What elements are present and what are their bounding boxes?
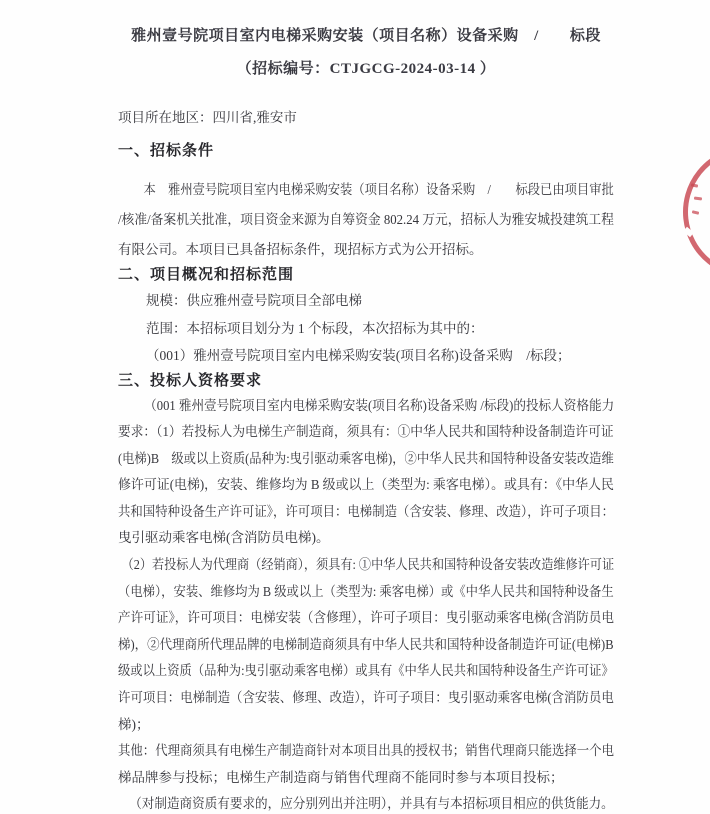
body-line: 梯)； xyxy=(118,716,150,732)
body-line: 共和国特种设备生产许可证》，许可项目：电梯制造（含安装、修理、改造），许可子项目： xyxy=(118,503,614,519)
body-line: 曳引驱动乘客电梯(含消防员电梯)。 xyxy=(118,530,330,546)
tender-number: （招标编号：CTJGCG-2024-03-14 ） xyxy=(236,61,496,77)
section-heading-tender-conditions: 一、招标条件 xyxy=(118,142,215,159)
scale-line: 规模：供应雅州壹号院项目全部电梯 xyxy=(146,293,362,308)
body-line: （001 雅州壹号院项目室内电梯采购安装(项目名称)设备采购 /标段)的投标人资格能力 xyxy=(144,397,615,413)
section-heading-project-overview: 二、项目概况和招标范围 xyxy=(118,266,295,283)
body-line: 其他：代理商须具有电梯生产制造商针对本项目出具的授权书；销售代理商只能选择一个电 xyxy=(118,743,614,759)
body-line: 梯品牌参与投标；电梯生产制造商与销售代理商不能同时参与本项目投标； xyxy=(118,769,564,785)
document-title: 雅州壹号院项目室内电梯采购安装（项目名称）设备采购 / 标段 xyxy=(131,28,601,44)
body-line: 要求：（1）若投标人为电梯生产制造商，须具有：①中华人民共和国特种设备制造许可证 xyxy=(118,424,614,440)
body-line: (电梯)B 级或以上资质(品种为:曳引驱动乘客电梯)，②中华人民共和国特种设备安装改造维 xyxy=(118,450,614,466)
body-line: （电梯），安装、维修均为 B 级或以上（类型为: 乘客电梯）或《中华人民共和国特种设备生 xyxy=(118,583,614,599)
body-line: 有限公司。本项目已具备招标条件，现招标方式为公开招标。 xyxy=(118,242,483,257)
body-line: /核准/备案机关批准，项目资金来源为自筹资金 802.24 万元，招标人为雅安城投建筑工程 xyxy=(118,212,614,227)
project-location-line: 项目所在地区：四川省,雅安市 xyxy=(118,110,297,125)
body-line: （对制造商资质有要求的，应分别列出并注明），并具有与本招标项目相应的供货能力。 xyxy=(129,796,614,812)
document-body xyxy=(0,26,710,814)
scope-line: 范围：本招标项目划分为 1 个标段，本次招标为其中的： xyxy=(146,320,484,336)
body-line: 修许可证(电梯)，安装、维修均为 B 级或以上（类型为: 乘客电梯）。或具有：《中华人民 xyxy=(118,477,614,493)
body-line: （2）若投标人为代理商（经销商），须具有: ①中华人民共和国特种设备安装改造维修许可证 xyxy=(121,557,615,573)
body-line: 级或以上资质（品种为:曳引驱动乘客电梯）或具有《中华人民共和国特种设备生产许可证》 xyxy=(118,663,614,679)
section-heading-bidder-qualification: 三、投标人资格要求 xyxy=(118,371,263,389)
body-line: 产许可证》，许可项目：电梯安装（含修理），许可子项目：曳引驱动乘客电梯(含消防员电 xyxy=(118,610,614,626)
body-line: 本 雅州壹号院项目室内电梯采购安装（项目名称）设备采购 / 标段已由项目审批 xyxy=(143,182,614,197)
body-line: 梯)，②代理商所代理品牌的电梯制造商须具有中华人民共和国特种设备制造许可证(电梯)B xyxy=(118,636,614,652)
body-line: 许可项目：电梯制造（含安装、修理、改造），许可子项目：曳引驱动乘客电梯(含消防员电 xyxy=(118,690,614,706)
lot-line: （001）雅州壹号院项目室内电梯采购安装(项目名称)设备采购 /标段； xyxy=(146,348,571,363)
